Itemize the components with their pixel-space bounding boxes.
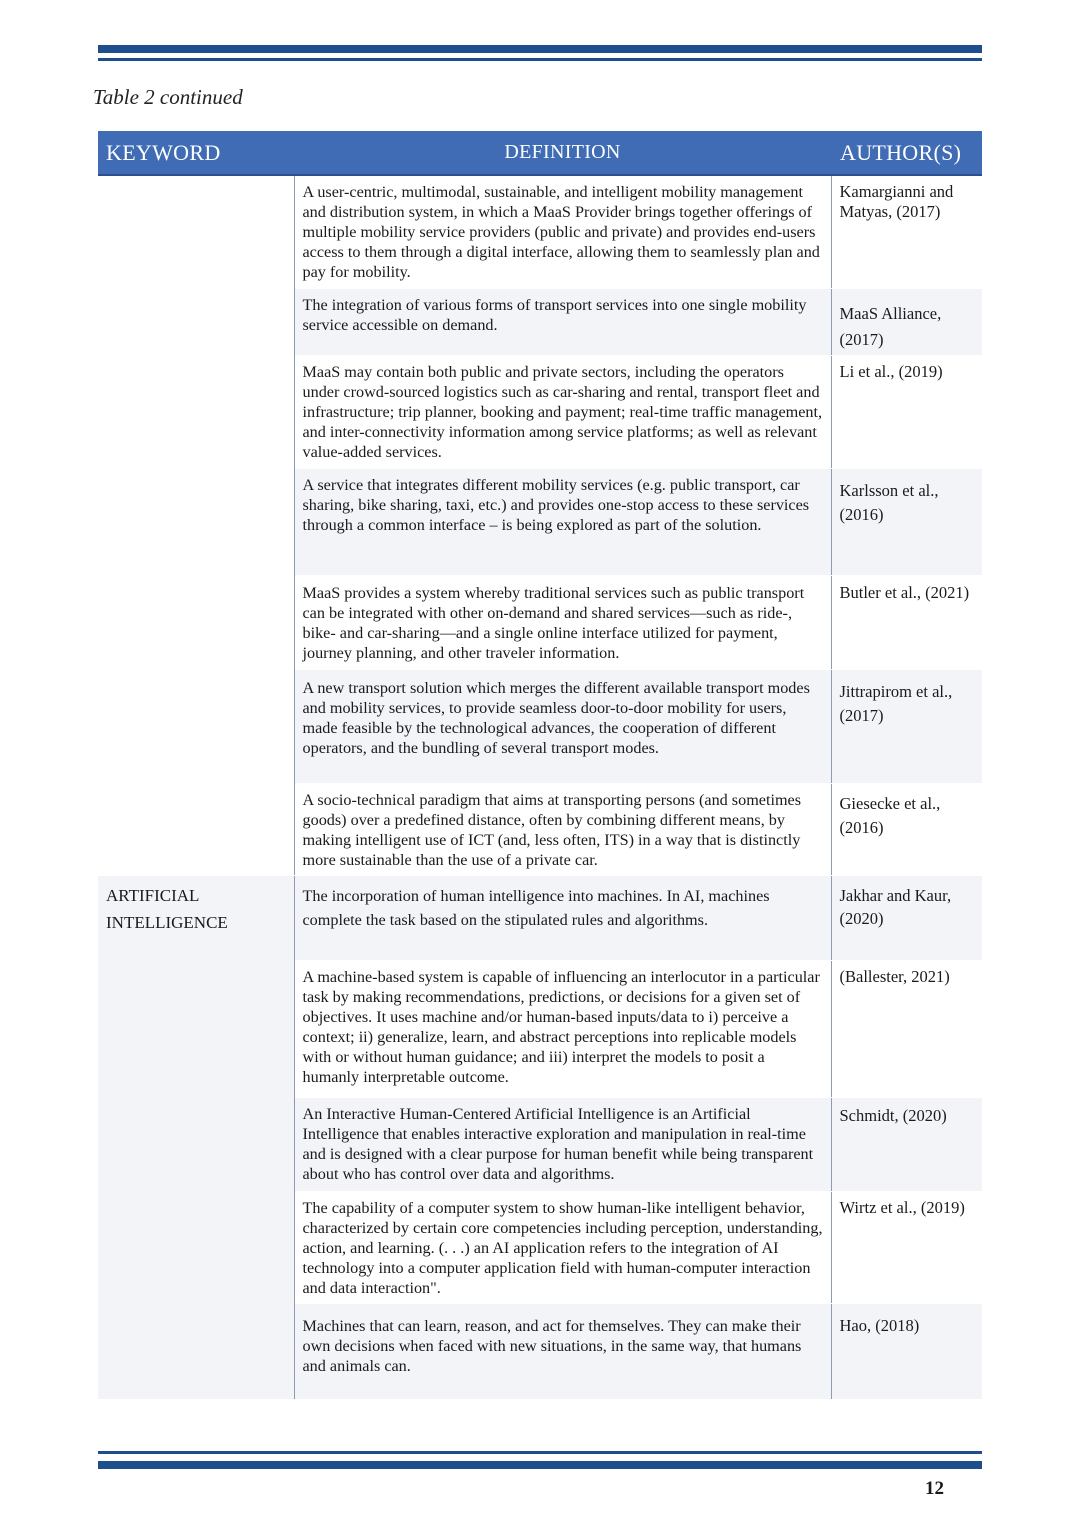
definition-cell: A user-centric, multimodal, sustainable, and intelligent mobility management and distribution system, in which a MaaS Provider brings together offerings of multiple mobility service providers (public and private) and provides end-users access to them through a digital interface, allowing them to seamlessly plan and pay for mobility. [294, 175, 831, 288]
definition-cell: A new transport solution which merges the different available transport modes and mobility services, to provide seamless door-to-door mobility for users, made feasible by the technological advances, the cooperation of different operators, and the bundling of several transport modes. [294, 669, 831, 783]
page-number: 12 [925, 1478, 944, 1499]
top-rule-thick [98, 45, 982, 53]
author-cell: Giesecke et al., (2016) [831, 783, 982, 875]
definition-cell: An Interactive Human-Centered Artificial Intelligence is an Artificial Intelligence that enables interactive exploration and manipulation in real-time and is designed with a clear purpose for human benefit while being transparent about who has control over data and algorithms. [294, 1097, 831, 1191]
definition-cell: A service that integrates different mobility services (e.g. public transport, car sharing, bike sharing, taxi, etc.) and provides one-stop access to these services through a common interface – is being explored as part of the solution. [294, 468, 831, 575]
author-cell: Karlsson et al., (2016) [831, 468, 982, 575]
header-keyword: KEYWORD [98, 131, 294, 175]
author-cell: Schmidt, (2020) [831, 1097, 982, 1191]
author-cell: Hao, (2018) [831, 1303, 982, 1399]
definition-cell: MaaS may contain both public and private sectors, including the operators under crowd-sourced logistics such as car-sharing and rental, transport fleet and infrastructure; trip planner, booking and payment; real-time traffic management, and inter-connectivity information among service platforms; as well as relevant value-added services. [294, 355, 831, 468]
definitions-table [98, 131, 982, 1400]
author-cell: Kamargianni and Matyas, (2017) [831, 175, 982, 288]
definition-cell: A machine-based system is capable of influencing an interlocutor in a particular task by making recommendations, predictions, or decisions for a given set of objectives. It uses machine and/or human-based inputs/data to i) perceive a context; ii) generalize, learn, and abstract perceptions into replicable models with or without human guidance; and iii) interpret the models to posit a humanly interpretable outcome. [294, 960, 831, 1097]
table-caption: Table 2 continued [93, 85, 243, 109]
author-cell: Jittrapirom et al., (2017) [831, 669, 982, 783]
definition-cell: The integration of various forms of transport services into one single mobility service accessible on demand. [294, 288, 831, 355]
author-cell: MaaS Alliance, (2017) [831, 288, 982, 355]
bottom-rule-thick [98, 1461, 982, 1469]
keyword-cell-ai: ARTIFICIAL INTELLIGENCE [98, 875, 294, 1399]
author-cell: Li et al., (2019) [831, 355, 982, 468]
definition-cell: Machines that can learn, reason, and act for themselves. They can make their own decisions when faced with new situations, in the same way, that humans and animals can. [294, 1303, 831, 1399]
definition-cell: MaaS provides a system whereby traditional services such as public transport can be integrated with other on-demand and shared services—such as ride-, bike- and car-sharing—and a single online interface utilized for payment, journey planning, and other traveler information. [294, 575, 831, 669]
table-row [98, 175, 982, 288]
definition-cell: The capability of a computer system to show human-like intelligent behavior, characterized by certain core competencies including perception, understanding, action, and learning. (. . .) an AI application refers to the integration of AI technology into a computer application field with human-computer interaction and data interaction". [294, 1191, 831, 1303]
author-cell: Wirtz et al., (2019) [831, 1191, 982, 1303]
author-cell: Jakhar and Kaur, (2020) [831, 875, 982, 960]
definition-cell: A socio-technical paradigm that aims at transporting persons (and sometimes goods) over a predefined distance, often by combining different means, by making intelligent use of ICT (and, less often, ITS) in a way that is distinctly more sustainable than the use of a private car. [294, 783, 831, 875]
bottom-rule-thin [98, 1451, 982, 1454]
top-rule-thin [98, 58, 982, 61]
table-header-row [98, 131, 982, 175]
table-row [98, 875, 982, 960]
keyword-cell-maas [98, 175, 294, 875]
header-authors: AUTHOR(S) [831, 131, 982, 175]
definition-cell: The incorporation of human intelligence into machines. In AI, machines complete the task based on the stipulated rules and algorithms. [294, 875, 831, 960]
header-definition: DEFINITION [294, 131, 831, 175]
author-cell: (Ballester, 2021) [831, 960, 982, 1097]
author-cell: Butler et al., (2021) [831, 575, 982, 669]
